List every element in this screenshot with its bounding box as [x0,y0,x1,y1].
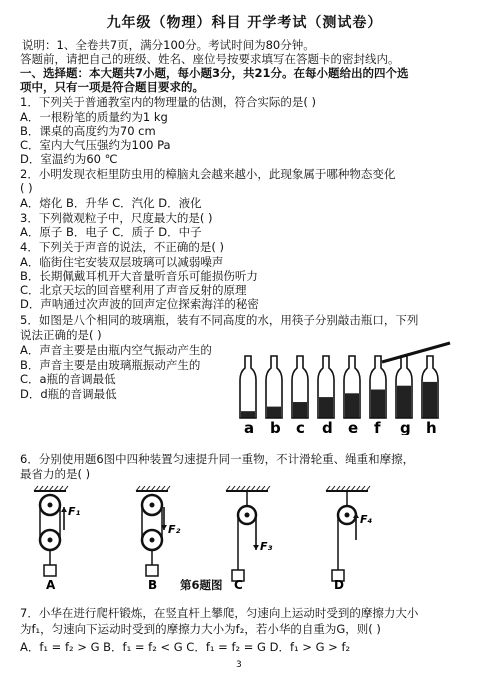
text-line: C．a瓶的音调最低 [20,372,116,386]
weight-block [44,565,56,576]
text-line: D．室温约为60 ℃ [20,152,118,166]
pulley-axle [48,538,53,543]
water-d [319,397,333,418]
text-line: A．临街住宅安装双层玻璃可以减弱噪声 [20,255,224,269]
bottle-g [396,356,412,435]
water-a [241,411,255,418]
water-b [267,407,281,418]
force-label: F₁ [68,505,81,518]
page-title: 九年级（物理）科目 开学考试（测试卷） [106,15,383,31]
chopstick [382,343,450,362]
option-label: C [234,578,243,590]
bottle-label-d: d [322,419,333,435]
text-line: 一、选择题：本大题共7小题，每小题3分，共21分。在每小题给出的四个选 [20,66,409,80]
text-line: A．原子 B．电子 C．质子 D．中子 [20,225,202,239]
arrow-head [61,507,67,512]
text-line: 3．下列微观粒子中，尺度最大的是( ) [20,211,213,225]
bottle-label-g: g [400,419,411,435]
page-number: 3 [236,660,242,670]
text-line: 说法正确的是( ) [20,328,102,342]
bottle-d [318,356,334,435]
bottles-figure [232,340,452,435]
pulley-axle [48,503,53,508]
text-line: 为f₁，匀速向下运动时受到的摩擦力大小为f₂，若小华的自重为G，则( ) [20,622,381,636]
bottle-label-e: e [348,419,359,435]
pulley-axle [245,513,250,518]
bottle-h [422,356,438,435]
arrow-head [353,513,359,518]
weight-block [146,565,158,576]
water-g [397,386,411,418]
text-line: A．f₁ = f₂ > G B．f₁ = f₂ < G C．f₁ = f₂ = G D．f₁ > G > f₂ [20,640,351,654]
bottle-a [240,356,256,435]
bottle-label-h: h [426,419,437,435]
option-label: A [46,578,56,590]
text-line: 6．分别使用题6图中四种装置匀速提升同一重物，不计滑轮重、绳重和摩擦， [20,452,415,466]
water-f [371,390,385,419]
text-line: B．长期佩戴耳机开大音量听音乐可能损伤听力 [20,269,258,283]
text-line: C．室内大气压强约为100 Pa [20,138,171,152]
text-line: 5．如图是八个相同的玻璃瓶，装有不同高度的水，用筷子分别敲击瓶口，下列 [20,313,419,327]
text-line: 7．小华在进行爬杆锻炼，在竖直杆上攀爬，匀速向上运动时受到的摩擦力大小 [20,606,419,620]
force-label: F₄ [360,513,373,526]
pulley-axle [345,513,350,518]
text-line: A．声音主要是由瓶内空气振动产生的 [20,343,212,357]
text-line: 1．下列关于普通教室内的物理量的估测，符合实际的是( ) [20,95,316,109]
text-line: A．熔化 B．升华 C．汽化 D．液化 [20,196,202,210]
bottle-label-b: b [270,419,281,435]
water-c [293,402,307,418]
text-line: 答题前，请把自己的班级、姓名、座位号按要求填写在答题卡的密封线内。 [20,52,400,66]
text-line: D．d瓶的音调最低 [20,387,117,401]
text-line: B．课桌的高度约为70 cm [20,124,156,138]
bottle-outline-a [240,356,256,418]
bottle-f [370,356,386,435]
option-label: B [148,578,158,590]
water-e [345,393,359,418]
pulley-axle [150,503,155,508]
text-line: 最省力的是( ) [20,467,91,481]
text-line: 项中，只有一项是符合题目要求的。 [20,80,204,94]
force-label: F₂ [168,523,181,536]
bottle-label-a: a [244,419,255,435]
text-line: B．声音主要是由玻璃瓶振动产生的 [20,358,201,372]
bottle-label-c: c [296,419,305,435]
water-h [423,382,437,418]
text-line: C．北京天坛的回音壁利用了声音反射的原理 [20,283,247,297]
bottle-label-f: f [374,419,381,435]
pulley-axle [150,538,155,543]
text-line: 2．小明发现衣柜里防虫用的樟脑丸会越来越小，此现象属于哪种物态变化 [20,167,396,181]
text-line: A．一根粉笔的质量约为1 kg [20,110,168,124]
bottle-b [266,356,282,435]
text-line: 4．下列关于声音的说法，不正确的是( ) [20,240,224,254]
pulley-figure [30,485,430,590]
option-label: D [334,578,344,590]
figure-caption: 第6题图 [180,578,223,592]
arrow-head [253,545,259,550]
text-line: D．声呐通过次声波的回声定位探索海洋的秘密 [20,297,259,311]
text-line: ( ) [20,181,33,195]
bottle-c [292,356,308,435]
text-line: 说明：1、全卷共7页，满分100分。考试时间为80分钟。 [22,38,315,52]
bottle-e [344,356,360,435]
force-label: F₃ [260,540,273,553]
